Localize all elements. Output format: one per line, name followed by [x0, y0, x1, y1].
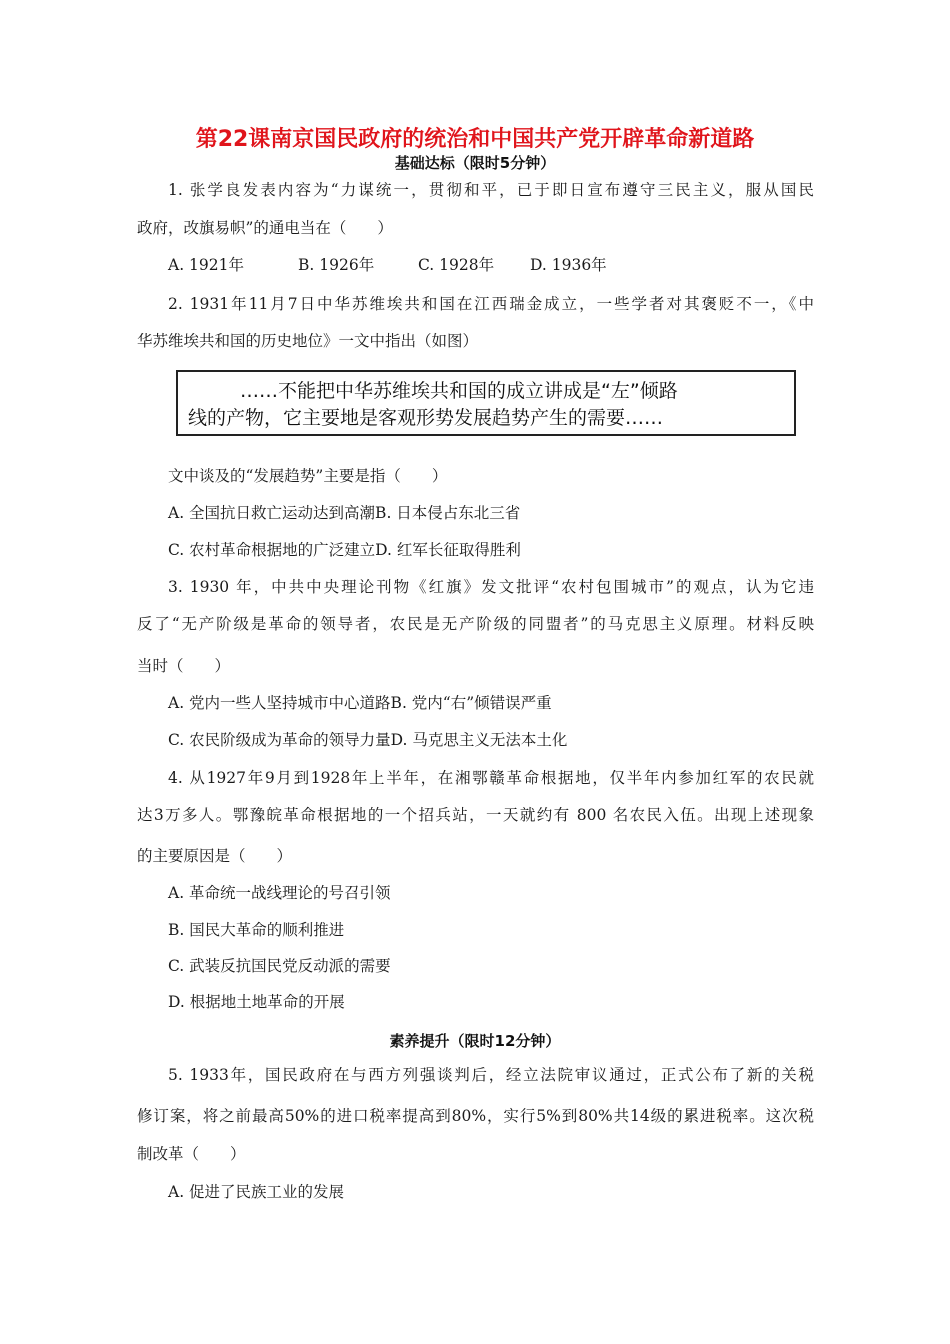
question-text: 达3万多人。鄂豫皖革命根据地的一个招兵站，一天就约有 800 名农民入伍。出现上述现象 [137, 806, 814, 824]
question-text: 2. 1931年11月7日中华苏维埃共和国在江西瑞金成立，一些学者对其褒贬不一，《中 [168, 295, 814, 313]
option-b: B. 1926年 [298, 256, 375, 274]
options-ab: A. 全国抗日救亡运动达到高潮B. 日本侵占东北三省 [168, 504, 521, 522]
quote-box [176, 370, 796, 436]
question-text: 华苏维埃共和国的历史地位》一文中指出（如图） [137, 332, 479, 350]
options-cd: C. 农村革命根据地的广泛建立D. 红军长征取得胜利 [168, 541, 521, 559]
question-text: 反了“无产阶级是革命的领导者，农民是无产阶级的同盟者”的马克思主义原理。材料反映 [137, 615, 814, 633]
option-d: D. 1936年 [530, 256, 607, 274]
question-text: 当时（ ） [137, 657, 231, 675]
question-stem: 文中谈及的“发展趋势”主要是指（ ） [168, 467, 448, 485]
question-text: 3. 1930 年，中共中央理论刊物《红旗》发文批评“农村包围城市”的观点，认为它违 [168, 578, 814, 596]
option-d: D. 根据地土地革命的开展 [168, 993, 345, 1011]
quote-text: 线的产物，它主要地是客观形势发展趋势产生的需要…… [188, 407, 664, 429]
section-heading-basic: 基础达标（限时5分钟） [394, 154, 556, 172]
option-c: C. 1928年 [418, 256, 495, 274]
option-b: B. 国民大革命的顺利推进 [168, 921, 345, 939]
option-a: A. 革命统一战线理论的号召引领 [168, 884, 391, 902]
quote-text: ……不能把中华苏维埃共和国的成立讲成是“左”倾路 [240, 380, 678, 402]
question-text: 政府，改旗易帜”的通电当在（ ） [137, 219, 393, 237]
question-text: 修订案，将之前最高50%的进口税率提高到80%，实行5%到80%共14级的累进税率。这次税 [137, 1107, 814, 1125]
option-c: C. 武装反抗国民党反动派的需要 [168, 957, 391, 975]
question-text: 4. 从1927年9月到1928年上半年，在湘鄂赣革命根据地，仅半年内参加红军的农民就 [168, 769, 814, 787]
question-text: 制改革（ ） [137, 1145, 246, 1163]
question-text: 的主要原因是（ ） [137, 847, 293, 865]
options-ab: A. 党内一些人坚持城市中心道路B. 党内“右”倾错误严重 [168, 694, 552, 712]
option-a: A. 促进了民族工业的发展 [168, 1183, 345, 1201]
option-a: A. 1921年 [168, 256, 244, 274]
question-text: 5. 1933年，国民政府在与西方列强谈判后，经立法院审议通过，正式公布了新的关税 [168, 1066, 814, 1084]
question-text: 1. 张学良发表内容为“力谋统一，贯彻和平，已于即日宣布遵守三民主义，服从国民 [168, 181, 814, 199]
options-cd: C. 农民阶级成为革命的领导力量D. 马克思主义无法本土化 [168, 731, 568, 749]
page-title: 第22课南京国民政府的统治和中国共产党开辟革命新道路 [195, 127, 755, 152]
section-heading-advanced: 素养提升（限时12分钟） [389, 1032, 561, 1050]
